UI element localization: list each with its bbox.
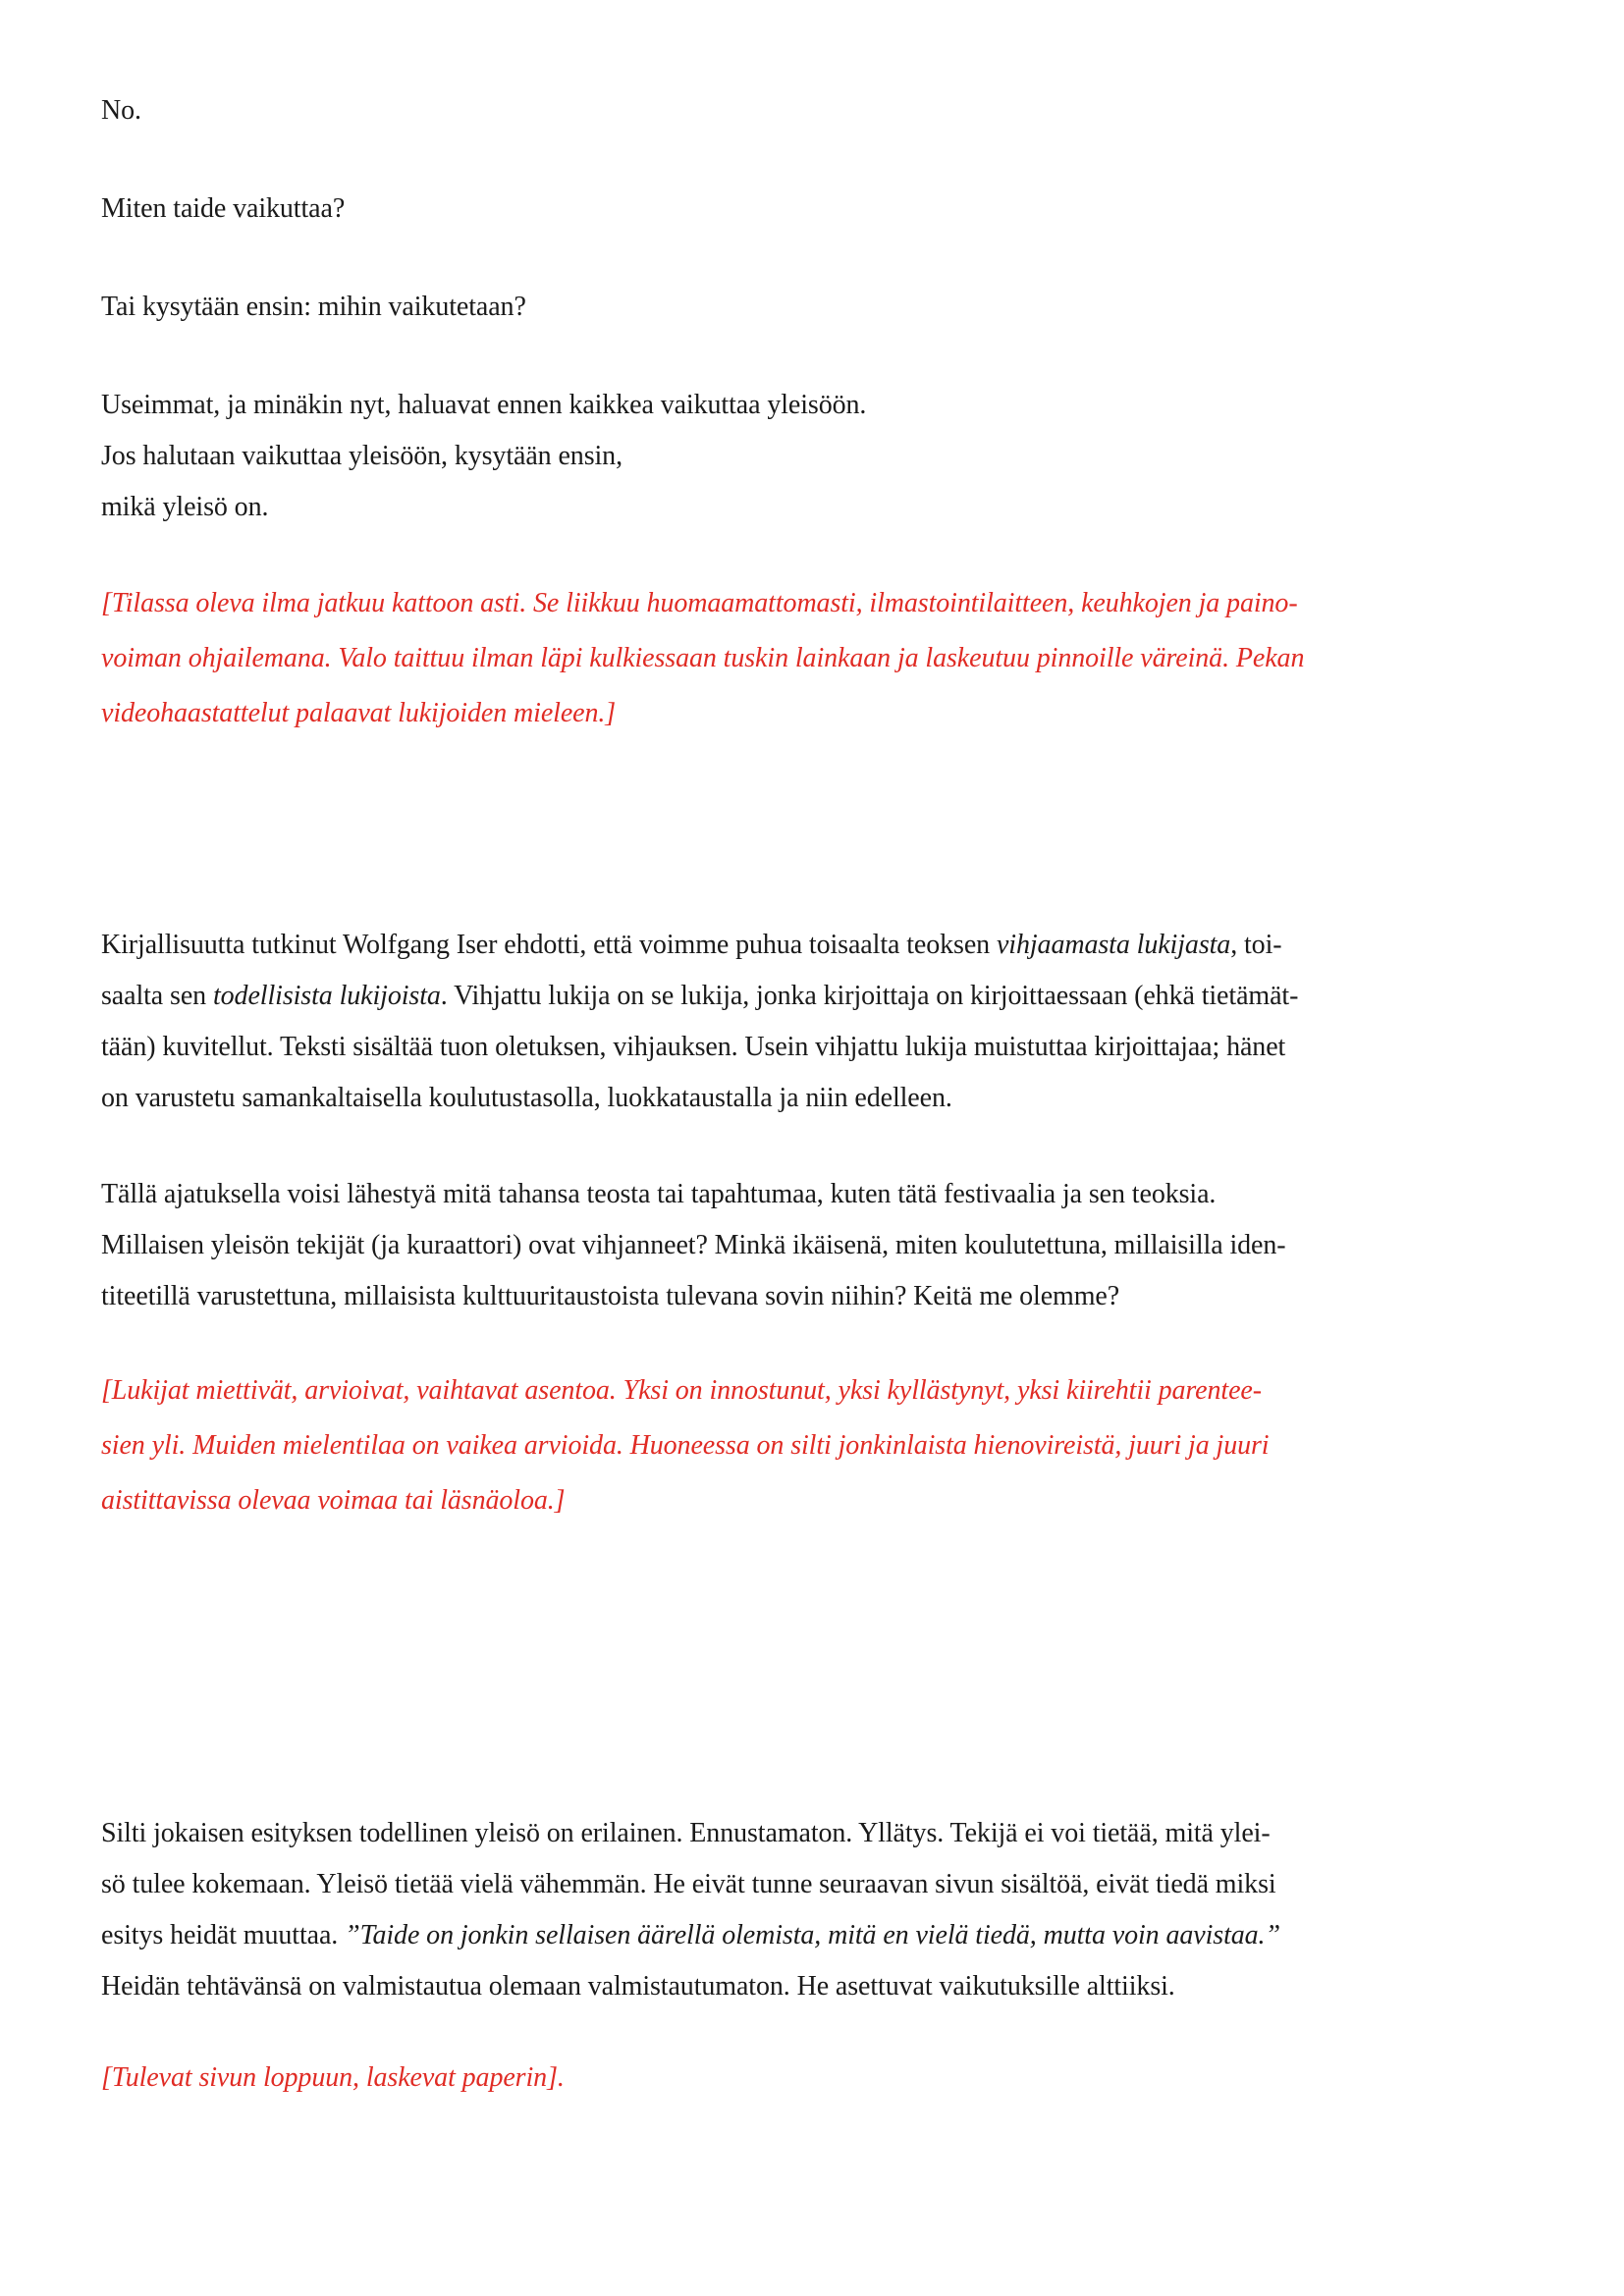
text-segment: titeetillä varustettuna, millaisista kulttuuritaustoista tulevana sovin niihin? Keitä me olemme? [101, 1281, 1120, 1311]
paragraph-talla-ajatuksella-line [101, 1169, 1540, 1220]
paragraph-silti-line [101, 1910, 1540, 1961]
paragraph-silti-line [101, 1859, 1540, 1910]
stage-direction-1 [101, 576, 1540, 741]
question-miten [101, 184, 1540, 235]
paragraph-talla-ajatuksella-line [101, 1271, 1540, 1322]
paragraph-silti-line [101, 1808, 1540, 1859]
paragraph-useimmat-line [101, 431, 1540, 482]
text-segment: esitys heidät muuttaa. [101, 1920, 346, 1950]
text-segment: [Lukijat miettivät, arvioivat, vaihtavat asentoa. Yksi on innostunut, yksi kyllästynyt, yksi kiirehtii parentee- [101, 1375, 1262, 1406]
text-segment: [Tulevat sivun loppuun, laskevat paperin]. [101, 2062, 565, 2093]
paragraph-talla-ajatuksella [101, 1169, 1540, 1322]
paragraph-kirjallisuutta [101, 920, 1540, 1124]
text-segment: Tällä ajatuksella voisi lähestyä mitä tahansa teosta tai tapahtumaa, kuten tätä festivaalia ja sen teoksia. [101, 1179, 1217, 1209]
emphasis-text: todellisista lukijoista [212, 981, 441, 1011]
text-segment: sö tulee kokemaan. Yleisö tietää vielä vähemmän. He eivät tunne seuraavan sivun sisältöä, eivät tiedä miksi [101, 1869, 1276, 1899]
text-segment: , toi- [1230, 930, 1282, 960]
text-segment: . Vihjattu lukija on se lukija, jonka kirjoittaja on kirjoittaessaan (ehkä tietämät- [440, 981, 1299, 1011]
text-segment: Kirjallisuutta tutkinut Wolfgang Iser ehdotti, että voimme puhua toisaalta teoksen [101, 930, 997, 960]
paragraph-kirjallisuutta-line [101, 971, 1540, 1022]
paragraph-kirjallisuutta-line [101, 920, 1540, 971]
paragraph-kirjallisuutta-line [101, 1073, 1540, 1124]
text-segment: saalta sen [101, 981, 213, 1011]
line-no-line [101, 85, 1540, 136]
text-segment: [Tilassa oleva ilma jatkuu kattoon asti. Se liikkuu huomaamattomasti, ilmastointilaitteen, keuhkojen ja paino- [101, 588, 1298, 618]
text-segment: Miten taide vaikuttaa? [101, 193, 346, 224]
text-segment: Jos halutaan vaikuttaa yleisöön, kysytään ensin, [101, 441, 623, 471]
stage-direction-3 [101, 2051, 1540, 2106]
text-segment: mikä yleisö on. [101, 492, 269, 522]
line-no [101, 85, 1540, 136]
text-segment: aistittavissa olevaa voimaa tai läsnäoloa.] [101, 1485, 566, 1516]
stage-direction-2 [101, 1363, 1540, 1528]
question-tai-line [101, 282, 1540, 333]
text-segment: videohaastattelut palaavat lukijoiden mieleen.] [101, 698, 617, 728]
paragraph-useimmat-line [101, 380, 1540, 431]
stage-direction-1-line [101, 576, 1540, 631]
text-segment: voiman ohjailemana. Valo taittuu ilman läpi kulkiessaan tuskin lainkaan ja laskeutuu pinnoille väreinä. Pekan [101, 643, 1305, 673]
question-tai [101, 282, 1540, 333]
text-segment: on varustetu samankaltaisella koulutustasolla, luokkataustalla ja niin edelleen. [101, 1083, 952, 1113]
text-segment: No. [101, 95, 141, 126]
stage-direction-1-line [101, 686, 1540, 741]
paragraph-useimmat-line [101, 482, 1540, 533]
text-segment: Tai kysytään ensin: mihin vaikutetaan? [101, 292, 526, 322]
paragraph-talla-ajatuksella-line [101, 1220, 1540, 1271]
text-segment: tään) kuvitellut. Teksti sisältää tuon oletuksen, vihjauksen. Usein vihjattu lukija muistuttaa kirjoittajaa; hänet [101, 1032, 1286, 1062]
text-segment: sien yli. Muiden mielentilaa on vaikea arvioida. Huoneessa on silti jonkinlaista hienovireistä, juuri ja juuri [101, 1430, 1270, 1461]
paragraph-kirjallisuutta-line [101, 1022, 1540, 1073]
stage-direction-2-line [101, 1418, 1540, 1473]
paragraph-silti [101, 1808, 1540, 2012]
text-segment: Millaisen yleisön tekijät (ja kuraattori) ovat vihjanneet? Minkä ikäisenä, miten koulutettuna, millaisilla iden- [101, 1230, 1286, 1260]
question-miten-line [101, 184, 1540, 235]
emphasis-text: ”Taide on jonkin sellaisen äärellä olemista, mitä en vielä tiedä, mutta voin aavistaa.” [345, 1920, 1280, 1950]
stage-direction-3-line [101, 2051, 1540, 2106]
text-segment: Heidän tehtävänsä on valmistautua olemaan valmistautumaton. He asettuvat vaikutuksille alttiiksi. [101, 1971, 1175, 2002]
text-segment: Useimmat, ja minäkin nyt, haluavat ennen kaikkea vaikuttaa yleisöön. [101, 390, 867, 420]
text-segment: Silti jokaisen esityksen todellinen yleisö on erilainen. Ennustamaton. Yllätys. Tekijä ei voi tietää, mitä ylei- [101, 1818, 1271, 1848]
paragraph-useimmat [101, 380, 1540, 533]
emphasis-text: vihjaamasta lukijasta [996, 930, 1231, 960]
stage-direction-2-line [101, 1363, 1540, 1418]
stage-direction-1-line [101, 631, 1540, 686]
stage-direction-2-line [101, 1473, 1540, 1528]
paragraph-silti-line [101, 1961, 1540, 2012]
